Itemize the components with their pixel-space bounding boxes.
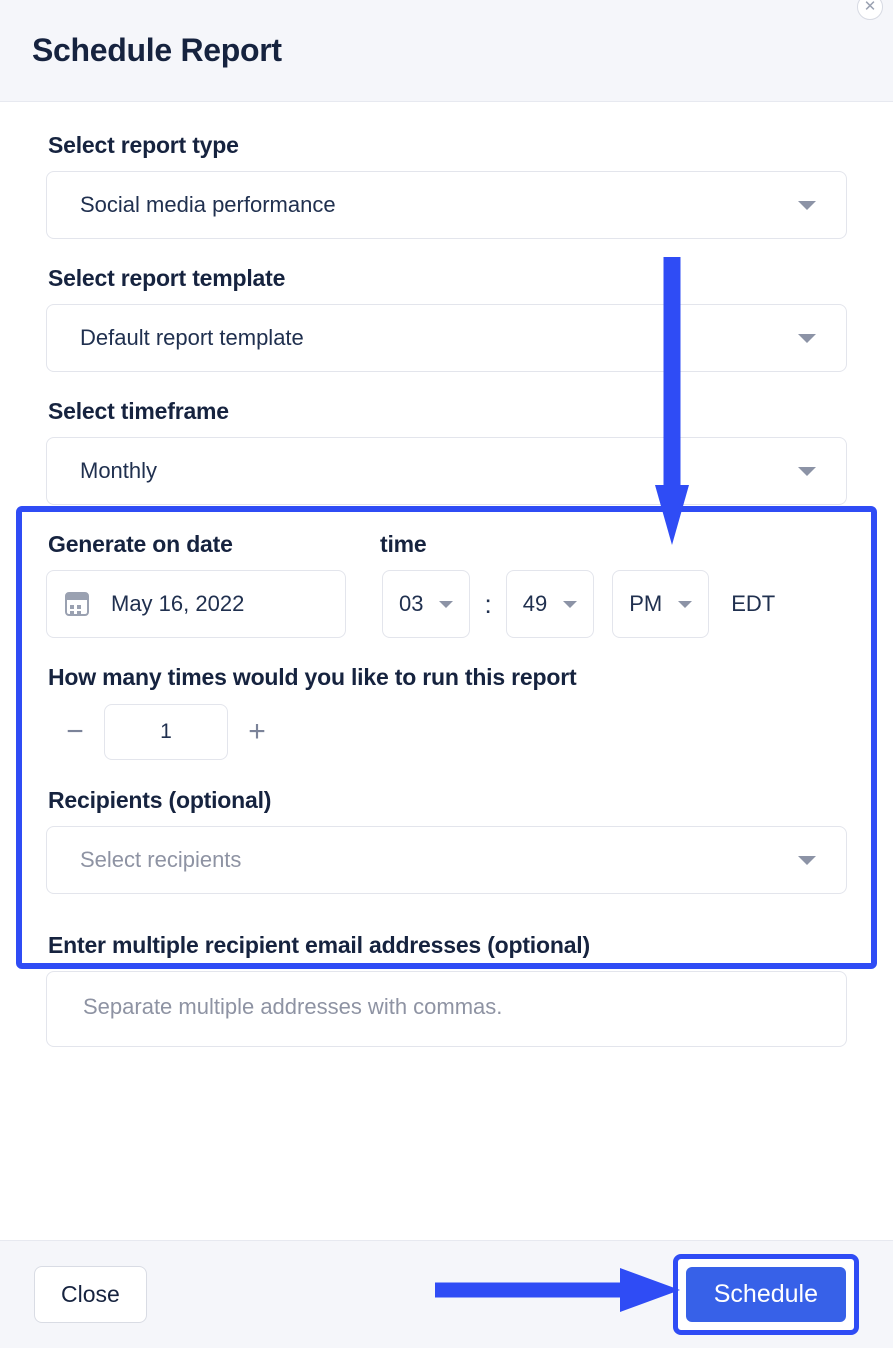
chevron-down-icon (798, 856, 816, 865)
emails-input[interactable]: Separate multiple addresses with commas. (46, 971, 847, 1047)
generate-on-date-value: May 16, 2022 (111, 591, 245, 616)
schedule-button[interactable]: Schedule (686, 1267, 846, 1322)
recipients-select[interactable] (46, 826, 847, 894)
hour-value: 03 (399, 591, 424, 616)
date-time-labels (46, 531, 847, 570)
emails-label: Enter multiple recipient email addresses (optional) (48, 932, 590, 958)
report-type-value: Social media performance (80, 192, 336, 217)
meridiem-value: PM (629, 591, 663, 616)
minute-select[interactable] (506, 570, 594, 638)
generate-on-date-label: Generate on date (48, 531, 233, 557)
timeframe-select[interactable] (46, 437, 847, 505)
page-title: Schedule Report (32, 32, 282, 68)
close-button[interactable]: Close (34, 1266, 147, 1323)
generate-on-date-input[interactable] (46, 570, 346, 638)
chevron-down-icon (563, 601, 577, 608)
meridiem-select[interactable] (612, 570, 709, 638)
time-label: time (380, 531, 427, 557)
hour-select[interactable] (382, 570, 470, 638)
report-template-select[interactable] (46, 304, 847, 372)
run-count-label: How many times would you like to run this report (48, 664, 577, 690)
increment-button[interactable]: + (248, 715, 266, 748)
minute-value: 49 (522, 591, 548, 616)
chevron-down-icon (798, 467, 816, 476)
close-icon[interactable]: ✕ (857, 0, 883, 20)
time-separator: : (484, 589, 492, 619)
report-type-label: Select report type (48, 132, 239, 158)
schedule-button-highlight (673, 1254, 859, 1335)
chevron-down-icon (798, 334, 816, 343)
timeframe-value: Monthly (80, 458, 158, 483)
timeframe-section (46, 398, 847, 761)
chevron-down-icon (439, 601, 453, 608)
report-template-value: Default report template (80, 325, 304, 350)
report-template-label: Select report template (48, 265, 286, 291)
dialog-body (0, 102, 893, 1240)
chevron-down-icon (798, 201, 816, 210)
run-count-stepper (46, 703, 847, 761)
timeframe-label: Select timeframe (48, 398, 229, 424)
calendar-icon (65, 592, 89, 616)
timezone-label: EDT (731, 591, 776, 616)
report-type-select[interactable] (46, 171, 847, 239)
run-count-input[interactable]: 1 (104, 704, 228, 760)
chevron-down-icon (678, 601, 692, 608)
recipients-label: Recipients (optional) (48, 787, 272, 813)
dialog-header (0, 0, 893, 102)
decrement-button[interactable]: − (66, 715, 84, 748)
recipients-placeholder: Select recipients (80, 847, 242, 872)
date-time-row (46, 570, 847, 638)
dialog-footer (0, 1240, 893, 1348)
